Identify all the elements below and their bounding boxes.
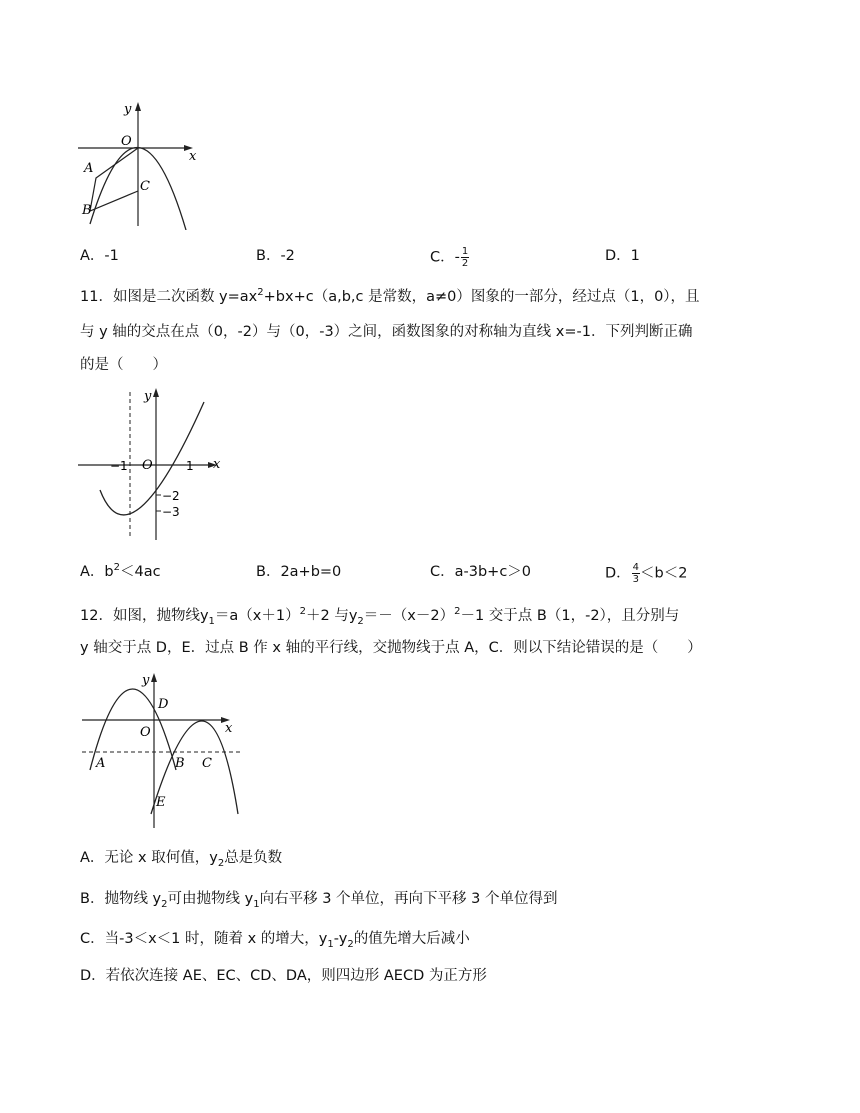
q12-text-line2: y 轴交于点 D，E．过点 B 作 x 轴的平行线，交抛物线于点 A，C．则以下结论错误的是（ ）	[80, 640, 702, 656]
x-axis-label: x	[213, 457, 221, 472]
fraction	[461, 246, 469, 269]
q12-line1-e: －1 交于点 B（1，-2），且分别与	[460, 608, 680, 624]
q12-option-b-sub2: 1	[253, 898, 260, 910]
y-axis-arrow	[151, 673, 157, 682]
q11-text-line2: 与 y 轴的交点在点（0，-2）与（0，-3）之间，函数图象的对称轴为直线 x=-1．下列判断正确	[80, 324, 693, 340]
point-b-label: B	[175, 756, 185, 771]
q12-option-a-sub: 2	[217, 857, 225, 869]
fraction-den: 3	[632, 574, 640, 585]
q12-line1-c: ＋2 与y	[305, 608, 358, 624]
q11-option-d	[605, 562, 687, 585]
q11-line1-sup: 2	[257, 287, 264, 299]
q12-line1-sup2: 2	[454, 606, 461, 618]
q10-figure	[76, 98, 206, 230]
q12-figure	[78, 668, 246, 830]
q10-option-c-prefix: C．-	[430, 249, 460, 266]
q11-figure	[76, 384, 226, 544]
q12-line1-sub2: 2	[357, 615, 364, 627]
q12-option-c-pre: C．当-3＜x＜1 时，随着 x 的增大，y	[80, 931, 328, 947]
q11-text-line1	[80, 287, 700, 307]
q11-option-c: C．a-3b+c＞0	[430, 564, 532, 580]
point-d-label: D	[158, 697, 169, 712]
y-axis-arrow	[153, 388, 159, 397]
y-axis-label: y	[144, 389, 152, 404]
y-axis-label: y	[142, 673, 150, 688]
fraction-den: 2	[461, 258, 469, 269]
fraction-num: 1	[461, 246, 469, 257]
q12-option-b-pre: B．抛物线 y	[80, 891, 162, 907]
q12-option-c-mid: -y	[333, 931, 348, 947]
q12-option-a-pre: A．无论 x 取何值，y	[80, 850, 218, 866]
q11-option-a-pre: A．b	[80, 564, 114, 580]
q12-option-a	[80, 848, 282, 868]
q12-line1-b: ＝a（x＋1）	[214, 608, 300, 624]
q10-option-b: B．-2	[256, 248, 295, 264]
origin-label: O	[140, 725, 151, 740]
q11-option-a-post: ＜4ac	[120, 564, 161, 580]
tick-label-minus3: −3	[162, 505, 180, 519]
q11-option-d-post: ＜b＜2	[640, 565, 688, 582]
point-c-label: C	[202, 756, 212, 771]
q11-line1-b: +bx+c（a,b,c 是常数，a≠0）图象的一部分，经过点（1，0），且	[263, 289, 700, 305]
q12-line1-sup1: 2	[299, 606, 306, 618]
q11-text-line3: 的是（ ）	[80, 357, 167, 373]
point-a-label: A	[96, 756, 106, 771]
point-a-label: A	[84, 161, 94, 176]
q10-option-c	[430, 246, 469, 269]
origin-label: O	[121, 134, 132, 149]
q12-option-b-mid: 可由抛物线 y	[167, 891, 254, 907]
q12-option-c-sub1: 1	[327, 938, 334, 950]
x-axis-label: x	[225, 721, 233, 736]
q12-line1-a: 12．如图，抛物线y	[80, 608, 209, 624]
fraction-num: 4	[632, 562, 640, 573]
q12-option-b	[80, 889, 557, 909]
point-e-label: E	[156, 795, 166, 810]
q12-line1-sub1: 1	[208, 615, 215, 627]
q12-option-c-sub2: 2	[347, 938, 354, 950]
q11-option-b: B．2a+b=0	[256, 564, 342, 580]
q12-option-c-post: 的值先增大后减小	[353, 931, 470, 947]
q12-option-a-post: 总是负数	[224, 850, 283, 866]
x-axis-label: x	[189, 149, 197, 164]
q12-line1-d: ＝－（x－2）	[363, 608, 455, 624]
origin-label: O	[142, 458, 153, 473]
q12-option-c	[80, 929, 470, 949]
q11-option-a	[80, 562, 161, 582]
tick-label-minus1: −1	[110, 459, 128, 473]
y-axis-label: y	[124, 102, 132, 117]
point-b-label: B	[82, 203, 92, 218]
point-c-label: C	[140, 179, 150, 194]
q10-option-a: A．-1	[80, 248, 119, 264]
q12-option-d: D．若依次连接 AE、EC、CD、DA，则四边形 AECD 为正方形	[80, 968, 487, 984]
y-axis-arrow	[135, 102, 141, 111]
q11-line1-a: 11．如图是二次函数 y=ax	[80, 289, 258, 305]
q11-option-a-sup: 2	[113, 562, 120, 574]
fraction	[632, 562, 640, 585]
tick-label-minus2: −2	[162, 489, 180, 503]
q11-option-d-pre: D．	[605, 565, 631, 582]
tick-label-1: 1	[186, 459, 194, 473]
q12-option-b-sub1: 2	[161, 898, 168, 910]
q10-option-d: D．1	[605, 248, 640, 264]
q12-option-b-post: 向右平移 3 个单位，再向下平移 3 个单位得到	[259, 891, 558, 907]
q12-text-line1	[80, 606, 679, 626]
